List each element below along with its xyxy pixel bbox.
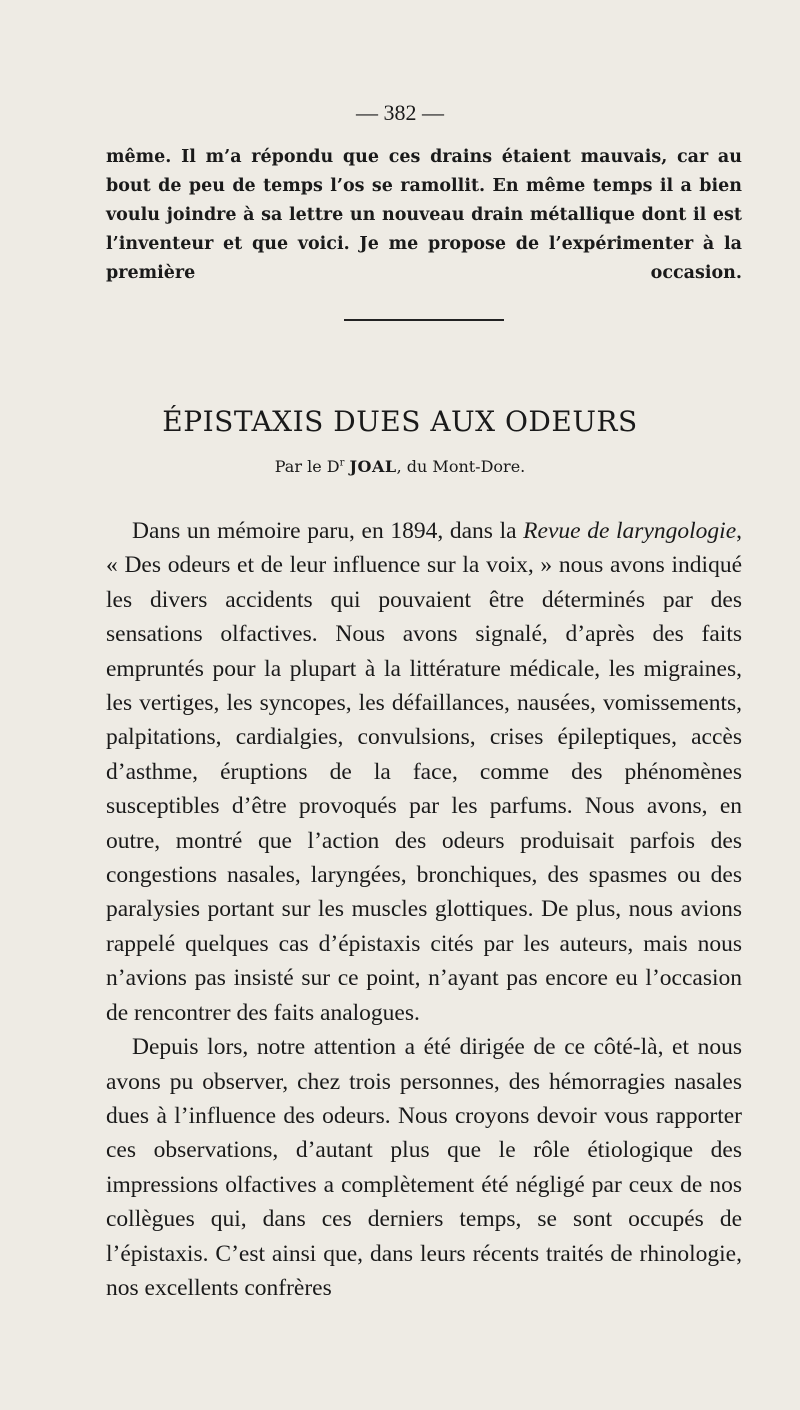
page-number: — 382 —: [356, 100, 444, 125]
journal-title: Revue de laryngologie: [523, 518, 737, 544]
section-divider: [344, 319, 504, 321]
article-title: ÉPISTAXIS DUES AUX ODEURS: [162, 404, 638, 438]
body-paragraph-2: Depuis lors, notre attention a été dirigée de ce côté-là, et nous avons pu observer, chez trois personnes, des hémorragies nasales dues à l’influence des odeurs. Nous croyons devoir vous rapporter ces observations, d’autant plus que le rôle étiologique des impressions olfactives a complètement été négligé par ceux de nos collègues qui, dans ces derniers temps, se sont occupés de l’épistaxis. C’est ainsi que, dans leurs récents traités de rhinologie, nos excellents confrères: [106, 1034, 742, 1301]
paragraph-1-rest: , « Des odeurs et de leur influence sur la voix, » nous avons indiqué les divers accidents qui pouvaient être déterminés par des sensations olfactives. Nous avons signalé, d’après des faits empruntés pour la plupart à la littérature médicale, les migraines, les vertiges, les syncopes, les défaillances, nausées, vomissements, palpitations, cardialgies, convulsions, crises épileptiques, accès d’asthme, éruptions de la face, comme des phénomènes susceptibles d’être provoqués par les parfums. Nous avons, en outre, montré que l’action des odeurs produisait parfois des congestions nasales, laryngées, bronchiques, des spasmes ou des paralysies portant sur les muscles glottiques. De plus, nous avions rappelé quelques cas d’épistaxis cités par les auteurs, mais nous n’avions pas insisté sur ce point, n’ayant pas encore eu l’occasion de rencontrer des faits analogues.: [106, 518, 742, 1026]
byline-prefix: Par le D: [274, 457, 340, 476]
byline-author: JOAL: [349, 457, 397, 476]
byline-suffix: , du Mont-Dore.: [396, 457, 526, 476]
article-body: [106, 514, 742, 1305]
paragraph-1-start: Dans un mémoire paru, en 1894, dans la: [132, 518, 524, 544]
article-byline: [0, 457, 800, 476]
continuation-paragraph: même. Il m’a répondu que ces drains étaient mauvais, car au bout de peu de temps l’os se ramollit. En même temps il a bien voulu joindre à sa lettre un nouveau drain métallique dont il est l’inventeur et que voici. Je me propose de l’expérimenter à la première occasion.: [106, 147, 742, 283]
body-paragraph-1: [106, 514, 742, 1030]
byline-superscript: r: [339, 457, 345, 469]
